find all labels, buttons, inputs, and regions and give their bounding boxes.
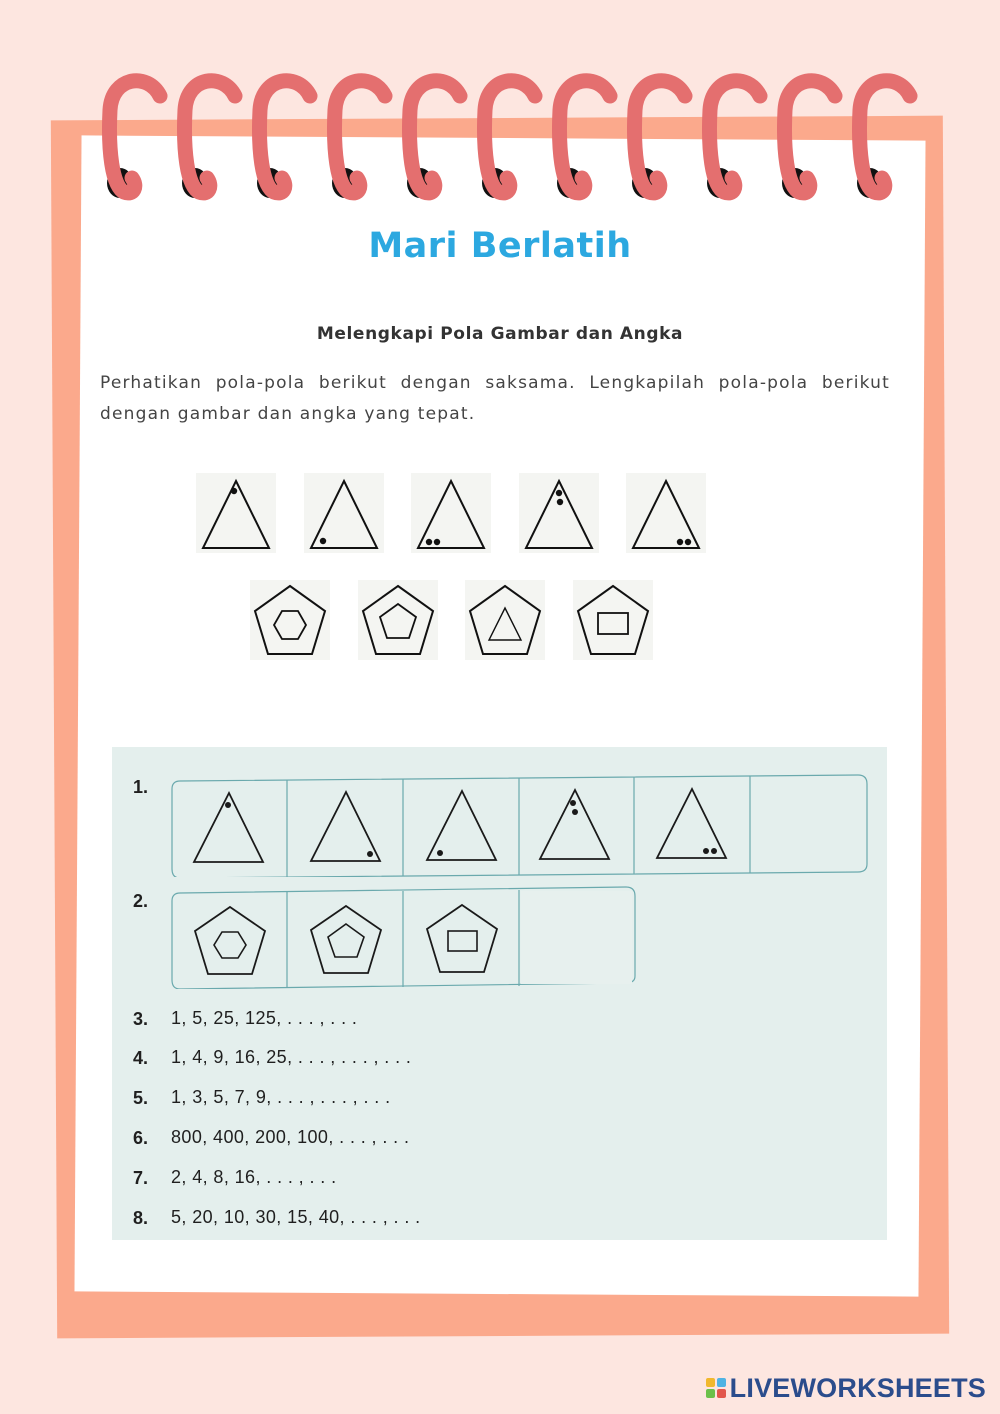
pentagon-rectangle-icon bbox=[573, 580, 653, 660]
triangle-dot-bottom-right-icon bbox=[311, 792, 380, 861]
brand-squares-icon bbox=[706, 1378, 726, 1398]
triangle-dots-top-1-icon bbox=[196, 473, 276, 553]
page-title: Mari Berlatih bbox=[368, 226, 632, 266]
option-triangle-1[interactable] bbox=[196, 473, 276, 553]
pentagon-rectangle-icon bbox=[427, 905, 497, 972]
question-number: 6. bbox=[133, 1128, 149, 1148]
triangle-dots-bottom-right-2-icon bbox=[626, 473, 706, 553]
pentagon-pentagon-icon bbox=[358, 580, 438, 660]
question-sequence: 5, 20, 10, 30, 15, 40, . . . , . . . bbox=[171, 1207, 421, 1227]
answer-slot-2[interactable] bbox=[521, 891, 632, 984]
answer-slot-1[interactable] bbox=[752, 777, 864, 871]
question-number: 4. bbox=[133, 1048, 149, 1068]
spiral-ring bbox=[710, 81, 760, 193]
spiral-ring bbox=[335, 81, 385, 193]
pattern-strip-2 bbox=[170, 885, 640, 989]
option-triangle-5[interactable] bbox=[626, 473, 706, 553]
spiral-ring bbox=[185, 81, 235, 193]
liveworksheets-logo bbox=[706, 1372, 986, 1404]
instructions-text: Perhatikan pola-pola berikut dengan saksama. Lengkapilah pola-pola berikut dengan gambar dan angka yang tepat. bbox=[100, 373, 890, 424]
triangle-dots-bottom-left-2-icon bbox=[411, 473, 491, 553]
triangle-dots-top-2-icon bbox=[540, 790, 609, 859]
spiral-ring bbox=[110, 81, 160, 193]
option-pentagon-3[interactable] bbox=[465, 580, 545, 660]
triangle-dots-bottom-right-2-icon bbox=[657, 789, 726, 858]
option-triangle-3[interactable] bbox=[411, 473, 491, 553]
option-triangle-2[interactable] bbox=[304, 473, 384, 553]
triangle-dot-bottom-left-icon bbox=[427, 791, 496, 860]
spiral-ring bbox=[860, 81, 910, 193]
option-pentagon-2[interactable] bbox=[358, 580, 438, 660]
question-number: 1. bbox=[133, 777, 149, 797]
question-number: 2. bbox=[133, 891, 149, 911]
pentagon-hexagon-icon bbox=[195, 907, 265, 974]
option-triangle-4[interactable] bbox=[519, 473, 599, 553]
spiral-ring bbox=[560, 81, 610, 193]
question-number: 7. bbox=[133, 1168, 149, 1188]
question-sequence: 1, 5, 25, 125, . . . , . . . bbox=[171, 1008, 358, 1028]
question-sequence: 1, 3, 5, 7, 9, . . . , . . . , . . . bbox=[171, 1087, 391, 1107]
question-number: 3. bbox=[133, 1009, 149, 1029]
triangle-dots-top-2-icon bbox=[519, 473, 599, 553]
question-number: 8. bbox=[133, 1208, 149, 1228]
spiral-ring bbox=[485, 81, 535, 193]
question-sequence: 1, 4, 9, 16, 25, . . . , . . . , . . . bbox=[171, 1047, 412, 1067]
spiral-binding bbox=[0, 0, 1000, 240]
page-subtitle: Melengkapi Pola Gambar dan Angka bbox=[316, 324, 684, 344]
pentagon-pentagon-icon bbox=[311, 906, 381, 973]
question-sequence: 800, 400, 200, 100, . . . , . . . bbox=[171, 1127, 410, 1147]
pentagon-hexagon-icon bbox=[250, 580, 330, 660]
pentagon-triangle-icon bbox=[465, 580, 545, 660]
question-number: 5. bbox=[133, 1088, 149, 1108]
option-pentagon-1[interactable] bbox=[250, 580, 330, 660]
spiral-ring bbox=[785, 81, 835, 193]
option-pentagon-4[interactable] bbox=[573, 580, 653, 660]
brand-name: LIVEWORKSHEETS bbox=[729, 1372, 986, 1403]
task-area bbox=[112, 747, 887, 1240]
spiral-ring bbox=[635, 81, 685, 193]
spiral-ring bbox=[410, 81, 460, 193]
pattern-strip-1 bbox=[170, 773, 870, 877]
triangle-dots-top-1-icon bbox=[194, 793, 263, 862]
question-sequence: 2, 4, 8, 16, . . . , . . . bbox=[171, 1167, 337, 1187]
triangle-dot-bottom-left-icon bbox=[304, 473, 384, 553]
spiral-ring bbox=[260, 81, 310, 193]
